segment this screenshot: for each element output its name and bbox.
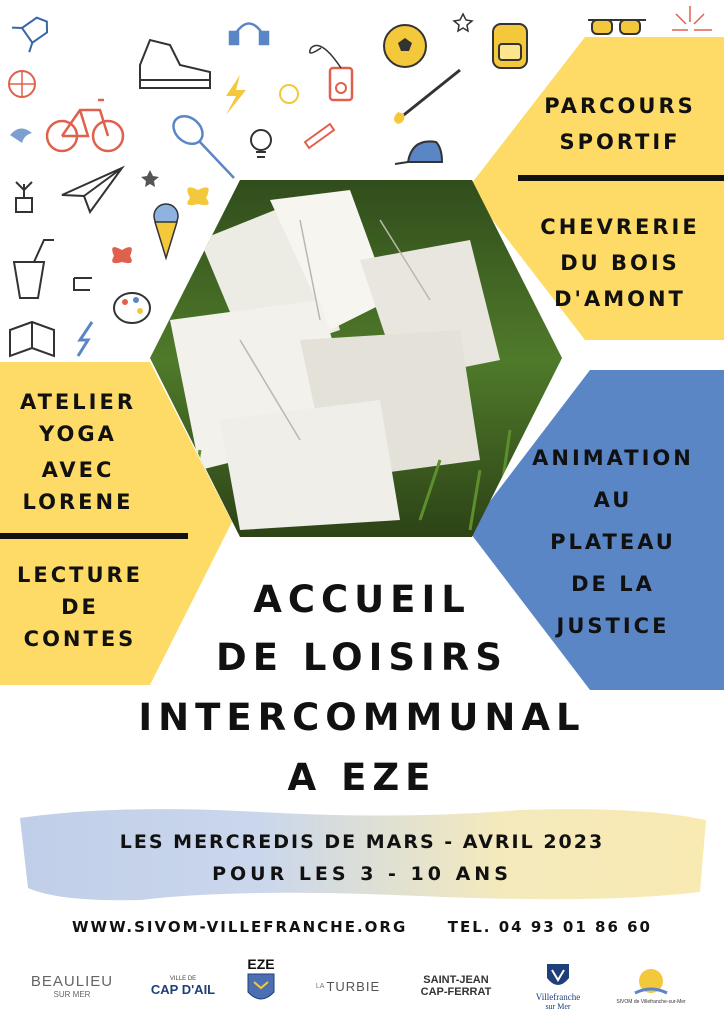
banner-line-1: LES MERCREDIS DE MARS - AVRIL 2023: [119, 831, 605, 853]
banner-line-2: POUR LES 3 - 10 ANS: [212, 863, 512, 885]
saintjean-line2: CAP-FERRAT: [420, 986, 492, 998]
beaulieu-name: BEAULIEU: [30, 973, 114, 990]
hex-top-right-label-2: [520, 209, 720, 317]
sportif-text: SPORTIF: [559, 130, 681, 154]
de-text: DE: [61, 595, 99, 619]
title-line-1: ACCUEIL: [253, 578, 471, 621]
villefranche-crest-icon: [545, 962, 571, 992]
lecture-text: LECTURE: [16, 563, 144, 587]
capdail-name: CAP D'AIL: [150, 981, 216, 997]
villefranche-line2: sur Mer: [545, 1001, 571, 1011]
eze-crest-icon: [246, 972, 276, 1006]
sivom-emblem-icon: [631, 967, 671, 999]
chevrerie-text: CHEVRERIE: [540, 215, 700, 239]
logo-turbie: [308, 958, 388, 1014]
beaulieu-sub: SUR MER: [53, 990, 91, 999]
title-line-4: A EZE: [287, 756, 437, 799]
sivom-name: SIVOM de Villefranche-sur-Mer: [616, 999, 686, 1005]
saintjean-line1: SAINT-JEAN: [423, 974, 489, 986]
eze-name: EZE: [247, 956, 275, 972]
turbie-name: TURBIE: [326, 978, 381, 994]
de-la-text: DE LA: [571, 572, 655, 596]
contact-line: [0, 918, 724, 936]
avec-text: AVEC: [41, 458, 115, 482]
divider-top-right: [518, 175, 724, 181]
watercolor-banner: [0, 800, 724, 910]
damont-text: D'AMONT: [554, 287, 686, 311]
title-line-2: DE LOISIRS: [216, 636, 508, 679]
logo-capdail: [140, 958, 226, 1014]
divider-left: [0, 533, 188, 539]
website-link[interactable]: WWW.SIVOM-VILLEFRANCHE.ORG: [72, 918, 408, 936]
du-bois-text: DU BOIS: [560, 251, 680, 275]
justice-text: JUSTICE: [556, 614, 670, 638]
turbie-prefix: LA: [315, 982, 325, 990]
yoga-text: YOGA: [39, 422, 117, 446]
parcours-text: PARCOURS: [544, 94, 696, 118]
hex-left-label-1: [0, 386, 156, 518]
capdail-prefix: VILLE DE: [169, 975, 197, 982]
logo-sivom: [606, 958, 696, 1014]
logo-beaulieu: [22, 958, 122, 1014]
lorene-text: LORENE: [22, 490, 134, 514]
atelier-text: ATELIER: [19, 390, 136, 414]
logo-eze: [236, 956, 286, 1012]
hex-top-right-label-1: [520, 88, 720, 160]
phone-number[interactable]: TEL. 04 93 01 86 60: [447, 918, 652, 936]
au-text: AU: [593, 488, 633, 512]
logo-villefranche: [520, 958, 596, 1014]
contes-text: CONTES: [23, 627, 137, 651]
plateau-text: PLATEAU: [550, 530, 676, 554]
animation-text: ANIMATION: [532, 446, 694, 470]
title-line-3: INTERCOMMUNAL: [138, 696, 586, 739]
logo-saintjean: [408, 958, 504, 1014]
villefranche-line1: Villefranche: [535, 991, 581, 1002]
